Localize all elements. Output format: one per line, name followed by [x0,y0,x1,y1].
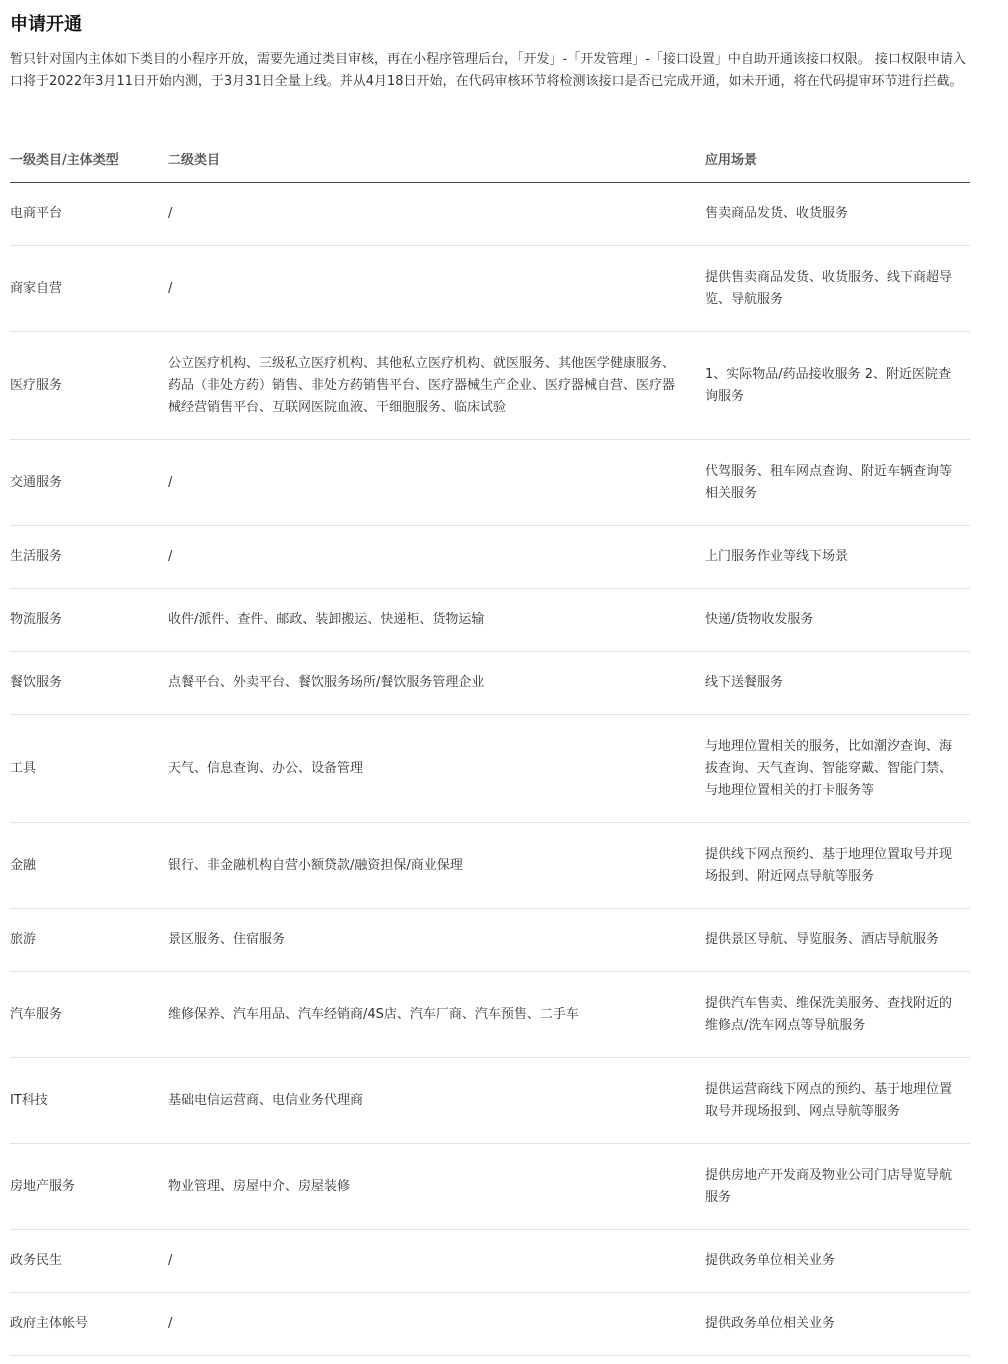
table-row [10,972,970,1058]
table-row [10,440,970,526]
primary-category-cell: 房地产服务 [10,1144,168,1230]
secondary-category-cell: / [168,1293,705,1356]
secondary-category-cell: 收件/派件、查件、邮政、装卸搬运、快递柜、货物运输 [168,589,705,652]
primary-category-cell: 餐饮服务 [10,652,168,715]
secondary-category-cell: 公立医疗机构、三级私立医疗机构、其他私立医疗机构、就医服务、其他医学健康服务、药品（非处方药）销售、非处方药销售平台、医疗器械生产企业、医疗器械自营、医疗器械经营销售平台、互联网医院血液、干细胞服务、临床试验 [168,332,705,440]
application-scene-cell: 与地理位置相关的服务，比如潮汐查询、海拔查询、天气查询、智能穿戴、智能门禁、与地理位置相关的打卡服务等 [705,715,970,823]
table-header-row [10,146,970,183]
application-scene-cell: 代驾服务、租车网点查询、附近车辆查询等相关服务 [705,440,970,526]
primary-category-cell: 物流服务 [10,589,168,652]
table-row [10,246,970,332]
application-scene-cell: 快递/货物收发服务 [705,589,970,652]
primary-category-cell: 工具 [10,715,168,823]
primary-category-cell: 旅游 [10,909,168,972]
table-row [10,589,970,652]
primary-category-cell: 金融 [10,823,168,909]
application-scene-cell: 提供政务单位相关业务 [705,1230,970,1293]
secondary-category-cell: / [168,526,705,589]
secondary-category-cell: / [168,183,705,246]
table-row [10,1058,970,1144]
application-scene-cell: 提供汽车售卖、维保洗美服务、查找附近的维修点/洗车网点等导航服务 [705,972,970,1058]
primary-category-cell: 交通服务 [10,440,168,526]
secondary-category-cell: 维修保养、汽车用品、汽车经销商/4S店、汽车厂商、汽车预售、二手车 [168,972,705,1058]
table-row [10,823,970,909]
primary-category-cell: 商家自营 [10,246,168,332]
application-scene-cell: 提供运营商线下网点的预约、基于地理位置取号并现场报到、网点导航等服务 [705,1058,970,1144]
secondary-category-cell: / [168,440,705,526]
primary-category-cell: 政府主体帐号 [10,1293,168,1356]
primary-category-cell: 政务民生 [10,1230,168,1293]
primary-category-cell: 汽车服务 [10,972,168,1058]
secondary-category-cell: 基础电信运营商、电信业务代理商 [168,1058,705,1144]
secondary-category-cell: 景区服务、住宿服务 [168,909,705,972]
header-application-scene: 应用场景 [705,146,970,183]
primary-category-cell: 电商平台 [10,183,168,246]
table-row [10,1230,970,1293]
secondary-category-cell: 物业管理、房屋中介、房屋装修 [168,1144,705,1230]
secondary-category-cell: / [168,1230,705,1293]
header-primary-category: 一级类目/主体类型 [10,146,168,183]
secondary-category-cell: 天气、信息查询、办公、设备管理 [168,715,705,823]
primary-category-cell: IT科技 [10,1058,168,1144]
primary-category-cell: 医疗服务 [10,332,168,440]
table-row [10,909,970,972]
section-title: 申请开通 [10,14,82,35]
application-scene-cell: 提供景区导航、导览服务、酒店导航服务 [705,909,970,972]
secondary-category-cell: 点餐平台、外卖平台、餐饮服务场所/餐饮服务管理企业 [168,652,705,715]
application-scene-cell: 提供线下网点预约、基于地理位置取号并现场报到、附近网点导航等服务 [705,823,970,909]
category-table [10,146,970,1356]
intro-paragraph: 暂只针对国内主体如下类目的小程序开放，需要先通过类目审核，再在小程序管理后台，「开发」-「开发管理」-「接口设置」中自助开通该接口权限。 接口权限申请入口将于2022年3月11日开始内测，于3月31日全量上线。并从4月18日开始，在代码审核环节将检测该接口是否已完成开通，如未开通，将在代码提审环节进行拦截。 [10,52,967,89]
application-scene-cell: 提供售卖商品发货、收货服务、线下商超导览、导航服务 [705,246,970,332]
application-scene-cell: 上门服务作业等线下场景 [705,526,970,589]
header-secondary-category: 二级类目 [168,146,705,183]
table-row [10,652,970,715]
table-row [10,715,970,823]
application-scene-cell: 售卖商品发货、收货服务 [705,183,970,246]
secondary-category-cell: 银行、非金融机构自营小额贷款/融资担保/商业保理 [168,823,705,909]
application-scene-cell: 提供政务单位相关业务 [705,1293,970,1356]
application-scene-cell: 1、实际物品/药品接收服务 2、附近医院查询服务 [705,332,970,440]
application-scene-cell: 提供房地产开发商及物业公司门店导览导航服务 [705,1144,970,1230]
table-row [10,1293,970,1356]
table-row [10,332,970,440]
secondary-category-cell: / [168,246,705,332]
table-row [10,183,970,246]
application-scene-cell: 线下送餐服务 [705,652,970,715]
primary-category-cell: 生活服务 [10,526,168,589]
table-row [10,526,970,589]
table-row [10,1144,970,1230]
